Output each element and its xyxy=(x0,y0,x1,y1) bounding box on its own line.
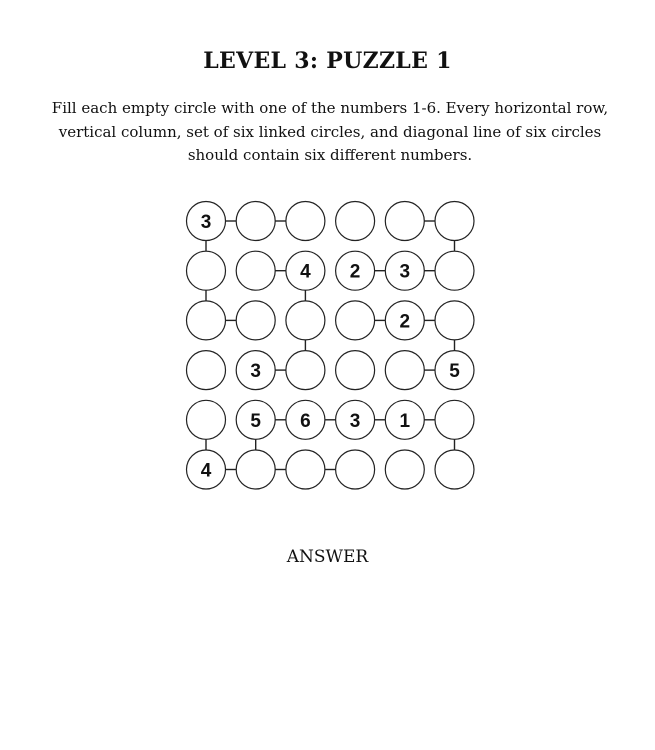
cell-circle[interactable] xyxy=(385,202,424,241)
cell-circle[interactable] xyxy=(236,202,275,241)
cell-circle[interactable] xyxy=(236,251,275,290)
cell-r4-c2[interactable] xyxy=(286,400,325,439)
given-number: 2 xyxy=(399,311,411,333)
cell-r5-c5[interactable] xyxy=(435,450,474,489)
cell-circle[interactable] xyxy=(435,251,474,290)
cell-circle[interactable] xyxy=(435,301,474,340)
cell-r1-c5[interactable] xyxy=(435,251,474,290)
answer-link[interactable]: ANSWER xyxy=(286,547,369,567)
puzzle-title: LEVEL 3: PUZZLE 1 xyxy=(203,48,452,74)
cell-r2-c4[interactable] xyxy=(385,301,424,340)
cells-layer xyxy=(187,202,475,490)
given-number: 4 xyxy=(300,261,311,283)
given-number: 5 xyxy=(449,361,460,383)
cell-circle[interactable] xyxy=(336,202,375,241)
cell-r1-c2[interactable] xyxy=(286,251,325,290)
cell-circle[interactable] xyxy=(385,351,424,390)
cell-r5-c1[interactable] xyxy=(236,450,275,489)
cell-r1-c3[interactable] xyxy=(336,251,375,290)
cell-r1-c1[interactable] xyxy=(236,251,275,290)
cell-r5-c4[interactable] xyxy=(385,450,424,489)
cell-r1-c0[interactable] xyxy=(187,251,226,290)
cell-circle[interactable] xyxy=(187,351,226,390)
cell-circle[interactable] xyxy=(236,301,275,340)
given-number: 6 xyxy=(300,410,311,432)
cell-r2-c2[interactable] xyxy=(286,301,325,340)
given-number: 3 xyxy=(250,361,261,383)
cell-circle[interactable] xyxy=(286,351,325,390)
cell-r3-c5[interactable] xyxy=(435,351,474,390)
cell-r0-c5[interactable] xyxy=(435,202,474,241)
cell-r2-c5[interactable] xyxy=(435,301,474,340)
cell-r2-c1[interactable] xyxy=(236,301,275,340)
cell-circle[interactable] xyxy=(286,202,325,241)
cell-circle[interactable] xyxy=(286,450,325,489)
cell-r3-c3[interactable] xyxy=(336,351,375,390)
given-number: 3 xyxy=(399,261,411,283)
cell-r3-c1[interactable] xyxy=(236,351,275,390)
cell-circle[interactable] xyxy=(435,450,474,489)
cell-r0-c1[interactable] xyxy=(236,202,275,241)
cell-circle[interactable] xyxy=(435,202,474,241)
cell-r0-c3[interactable] xyxy=(336,202,375,241)
cell-r5-c3[interactable] xyxy=(336,450,375,489)
cell-r0-c2[interactable] xyxy=(286,202,325,241)
cell-circle[interactable] xyxy=(187,301,226,340)
cell-r2-c0[interactable] xyxy=(187,301,226,340)
given-number: 4 xyxy=(200,460,212,482)
cell-circle[interactable] xyxy=(236,450,275,489)
instructions-text: Fill each empty circle with one of the numbers 1-6. Every horizontal row, vertical column, set of six linked circles, and diagonal line of six circles should contain six different numbers. xyxy=(51,99,609,164)
cell-circle[interactable] xyxy=(435,400,474,439)
cell-circle[interactable] xyxy=(336,301,375,340)
cell-circle[interactable] xyxy=(336,351,375,390)
given-number: 3 xyxy=(200,212,212,233)
cell-r1-c4[interactable] xyxy=(385,251,424,290)
cell-r0-c0[interactable] xyxy=(187,202,226,241)
cell-r3-c2[interactable] xyxy=(286,351,325,390)
cell-r3-c4[interactable] xyxy=(385,351,424,390)
cell-r5-c0[interactable] xyxy=(187,450,226,489)
cell-r4-c3[interactable] xyxy=(336,400,375,439)
cell-circle[interactable] xyxy=(385,450,424,489)
cell-r2-c3[interactable] xyxy=(336,301,375,340)
cell-r3-c0[interactable] xyxy=(187,351,226,390)
cell-r4-c5[interactable] xyxy=(435,400,474,439)
cell-r5-c2[interactable] xyxy=(286,450,325,489)
cell-circle[interactable] xyxy=(286,301,325,340)
given-number: 2 xyxy=(349,261,361,283)
cell-circle[interactable] xyxy=(187,400,226,439)
given-number: 3 xyxy=(349,410,361,432)
cell-r4-c0[interactable] xyxy=(187,400,226,439)
given-number: 5 xyxy=(250,410,261,432)
cell-r4-c4[interactable] xyxy=(385,400,424,439)
cell-circle[interactable] xyxy=(336,450,375,489)
cell-circle[interactable] xyxy=(187,251,226,290)
cell-r0-c4[interactable] xyxy=(385,202,424,241)
cell-r4-c1[interactable] xyxy=(236,400,275,439)
given-number: 1 xyxy=(399,410,411,432)
